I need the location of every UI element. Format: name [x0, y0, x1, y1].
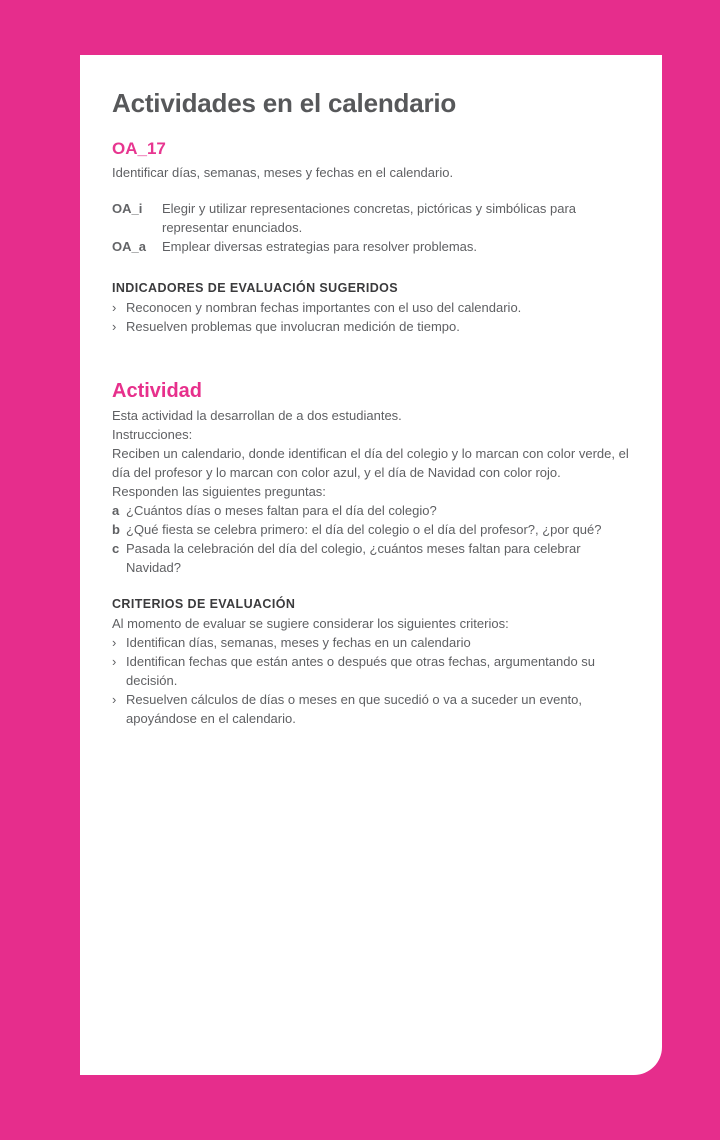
criteria-item — [112, 652, 632, 690]
related-oa-row — [112, 199, 632, 237]
indicator-item — [112, 298, 632, 317]
related-oa-text: Emplear diversas estrategias para resolver problemas. — [162, 239, 478, 254]
related-oa-list — [112, 199, 632, 256]
criteria-text: Identifican fechas que están antes o después que otras fechas, argumentando su decisión. — [126, 654, 596, 688]
question-item — [112, 539, 632, 577]
related-oa-code: OA_a — [112, 239, 146, 254]
indicators-heading: INDICADORES DE EVALUACIÓN SUGERIDOS — [112, 281, 399, 295]
criteria-text: Resuelven cálculos de días o meses en que sucedió o va a suceder un evento, apoyándose en el calendario. — [126, 692, 583, 726]
bullet-icon: › — [112, 319, 117, 334]
activity-instructions: Reciben un calendario, donde identifican el día del colegio y lo marcan con color verde, el día del profesor y lo marcan con color azul, y el día de Navidad con color rojo. — [112, 446, 629, 480]
criteria-item — [112, 633, 632, 652]
bullet-icon: › — [112, 635, 117, 650]
question-letter: a — [112, 503, 120, 518]
question-item — [112, 501, 632, 520]
activity-section — [112, 379, 632, 577]
activity-heading: Actividad — [112, 380, 203, 402]
indicator-text: Reconocen y nombran fechas importantes con el uso del calendario. — [126, 300, 522, 315]
question-letter: c — [112, 541, 120, 556]
content-card — [80, 55, 662, 1075]
question-text: Pasada la celebración del día del colegio, ¿cuántos meses faltan para celebrar Navidad? — [126, 541, 581, 575]
bullet-icon: › — [112, 300, 117, 315]
related-oa-code: OA_i — [112, 201, 143, 216]
oa-description: Identificar días, semanas, meses y fechas en el calendario. — [112, 165, 454, 180]
criteria-intro: Al momento de evaluar se sugiere considerar los siguientes criterios: — [112, 616, 509, 631]
related-oa-row — [112, 237, 632, 256]
question-letter: b — [112, 522, 120, 537]
page-title: Actividades en el calendario — [112, 88, 457, 118]
indicator-item — [112, 317, 632, 336]
question-text: ¿Qué fiesta se celebra primero: el día del colegio o el día del profesor?, ¿por qué? — [126, 522, 602, 537]
bullet-icon: › — [112, 654, 117, 669]
criteria-item — [112, 690, 632, 728]
criteria-text: Identifican días, semanas, meses y fechas en un calendario — [126, 635, 471, 650]
indicators-section — [112, 279, 632, 336]
criteria-section — [112, 595, 632, 728]
activity-instructions-label: Instrucciones: — [112, 427, 193, 442]
question-item — [112, 520, 632, 539]
activity-intro: Esta actividad la desarrollan de a dos estudiantes. — [112, 408, 402, 423]
oa-code-heading: OA_17 — [112, 139, 166, 158]
question-text: ¿Cuántos días o meses faltan para el día del colegio? — [126, 503, 437, 518]
related-oa-text: Elegir y utilizar representaciones concretas, pictóricas y simbólicas para representar enunciados. — [162, 201, 577, 235]
bullet-icon: › — [112, 692, 117, 707]
indicator-text: Resuelven problemas que involucran medición de tiempo. — [126, 319, 460, 334]
activity-questions-label: Responden las siguientes preguntas: — [112, 484, 326, 499]
criteria-heading: CRITERIOS DE EVALUACIÓN — [112, 597, 296, 611]
